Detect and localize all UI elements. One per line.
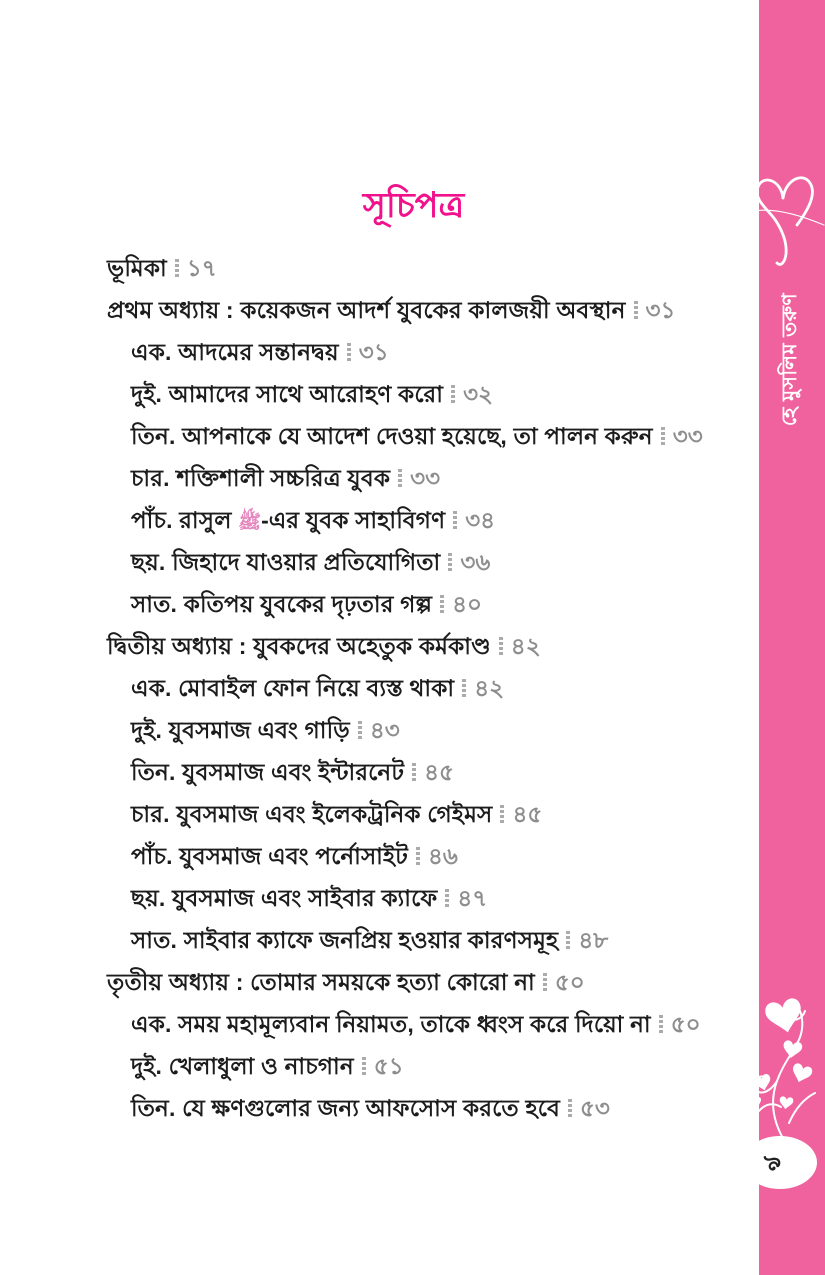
sidebar-vertical-title: হে মুসলিম তরুণ — [779, 292, 802, 426]
toc-row — [131, 1003, 720, 1045]
toc-entry-page: ৫০ — [554, 969, 585, 995]
toc-row — [131, 457, 720, 499]
toc-entry-page: ৩২ — [463, 381, 494, 407]
hearts-flourish-icon — [745, 985, 825, 1150]
toc-row — [131, 541, 720, 583]
toc-entry-label: এক. মোবাইল ফোন নিয়ে ব্যস্ত থাকা — [131, 675, 455, 701]
toc-entry-page: ৩৪ — [465, 507, 496, 533]
toc-row — [131, 415, 720, 457]
toc-row — [131, 499, 720, 541]
dotted-separator-icon — [659, 1015, 663, 1034]
toc-entry-label: এক. আদমের সন্তানদ্বয় — [131, 339, 339, 365]
toc-entry-label: দ্বিতীয় অধ্যায় : যুবকদের অহেতুক কর্মকাণ্ড — [107, 633, 491, 659]
toc-entry-page: ৩৩ — [672, 423, 703, 449]
toc-entry-page: ৩১ — [358, 339, 389, 365]
toc-row — [131, 709, 720, 751]
toc-entry-label: দুই. খেলাধুলা ও নাচগান — [131, 1053, 354, 1079]
toc-entry-page: ৫৩ — [580, 1095, 610, 1121]
toc-entry-label: সাত. কতিপয় যুবকের দৃঢ়তার গল্প — [131, 591, 433, 617]
dotted-separator-icon — [453, 511, 457, 530]
dotted-separator-icon — [499, 637, 503, 656]
page-title: সূচিপত্র — [362, 186, 465, 225]
toc-row — [131, 1045, 720, 1087]
toc-entry-page: ৩৬ — [460, 549, 491, 575]
toc-row — [107, 961, 720, 1003]
dotted-separator-icon — [358, 721, 362, 740]
toc-entry-label: তিন. আপনাকে যে আদেশ দেওয়া হয়েছে, তা পালন করুন — [131, 423, 653, 449]
toc-entry-page: ৩১ — [645, 297, 676, 323]
toc-entry-page: ১৭ — [186, 255, 217, 281]
toc-entry-page: ৪৫ — [512, 801, 543, 827]
toc-row — [131, 583, 720, 625]
toc-row — [131, 793, 720, 835]
dotted-separator-icon — [500, 805, 504, 824]
dotted-separator-icon — [451, 385, 455, 404]
toc-row — [131, 751, 720, 793]
toc-row — [131, 667, 720, 709]
toc-row — [131, 373, 720, 415]
toc-row — [107, 247, 720, 289]
toc-row — [107, 625, 720, 667]
dotted-separator-icon — [568, 1099, 572, 1118]
toc-row — [131, 835, 720, 877]
dotted-separator-icon — [347, 343, 351, 362]
dotted-separator-icon — [175, 259, 179, 278]
toc-page-content — [107, 0, 720, 1129]
toc-entry-label: তিন. যে ক্ষণগুলোর জন্য আফসোস করতে হবে — [131, 1095, 560, 1121]
toc-entry-page: ৪২ — [510, 633, 541, 659]
toc-row — [107, 289, 720, 331]
toc-entry-page: ৪৭ — [457, 885, 488, 911]
dotted-separator-icon — [462, 679, 466, 698]
toc-entry-label: দুই. যুবসমাজ এবং গাড়ি — [131, 717, 350, 743]
sidebar-vertical-title-wrap — [759, 288, 825, 430]
toc-row — [131, 331, 720, 373]
dotted-separator-icon — [440, 595, 444, 614]
toc-entry-page: ৫১ — [373, 1053, 404, 1079]
dotted-separator-icon — [634, 301, 638, 320]
toc-entry-label: সাত. সাইবার ক্যাফে জনপ্রিয় হওয়ার কারণসমূহ — [131, 927, 559, 953]
dotted-separator-icon — [566, 931, 570, 950]
dotted-separator-icon — [445, 889, 449, 908]
toc-entry-label: পাঁচ. রাসুল ﷺ-এর যুবক সাহাবিগণ — [131, 507, 446, 533]
toc-entry-page: ৪৩ — [369, 717, 400, 743]
dotted-separator-icon — [362, 1057, 366, 1076]
toc-entry-label: ভূমিকা — [107, 255, 167, 281]
dotted-separator-icon — [661, 427, 665, 446]
toc-entry-label: এক. সময় মহামূল্যবান নিয়ামত, তাকে ধ্বংস করে দিয়ো না — [131, 1011, 651, 1037]
dotted-separator-icon — [398, 469, 402, 488]
toc-entry-label: দুই. আমাদের সাথে আরোহণ করো — [131, 381, 444, 407]
dotted-separator-icon — [416, 847, 420, 866]
toc-entry-label: চার. যুবসমাজ এবং ইলেকট্রনিক গেইমস — [131, 801, 493, 827]
dotted-separator-icon — [543, 973, 547, 992]
toc-entry-page: ৪৫ — [424, 759, 454, 785]
page-number-notch — [743, 1136, 817, 1189]
toc-entry-page: ৪৬ — [427, 843, 458, 869]
heart-outline-icon — [745, 150, 825, 270]
toc-entry-label: ছয়. জিহাদে যাওয়ার প্রতিযোগিতা — [131, 549, 441, 575]
toc-row — [131, 1087, 720, 1129]
toc-row — [131, 919, 720, 961]
toc-entry-page: ৪০ — [452, 591, 482, 617]
toc-entry-label: ছয়. যুবসমাজ এবং সাইবার ক্যাফে — [131, 885, 438, 911]
toc-row — [131, 877, 720, 919]
toc-entry-page: ৪৮ — [578, 927, 609, 953]
toc-list — [107, 247, 720, 1129]
dotted-separator-icon — [412, 763, 416, 782]
toc-entry-label: প্রথম অধ্যায় : কয়েকজন আদর্শ যুবকের কালজয়ী অবস্থান — [107, 297, 626, 323]
toc-entry-label: তৃতীয় অধ্যায় : তোমার সময়কে হত্যা কোরো না — [107, 969, 535, 995]
dotted-separator-icon — [448, 553, 452, 572]
toc-entry-label: পাঁচ. যুবসমাজ এবং পর্নোসাইট — [131, 843, 408, 869]
toc-entry-label: চার. শক্তিশালী সচ্চরিত্র যুবক — [131, 465, 391, 491]
pbuh-honorific-icon: ﷺ — [238, 512, 262, 533]
toc-entry-label: তিন. যুবসমাজ এবং ইন্টারনেট — [131, 759, 405, 785]
toc-entry-page: ৩৩ — [410, 465, 441, 491]
page-number: ৯ — [757, 1145, 787, 1178]
toc-entry-page: ৪২ — [474, 675, 505, 701]
toc-entry-page: ৫০ — [670, 1011, 701, 1037]
